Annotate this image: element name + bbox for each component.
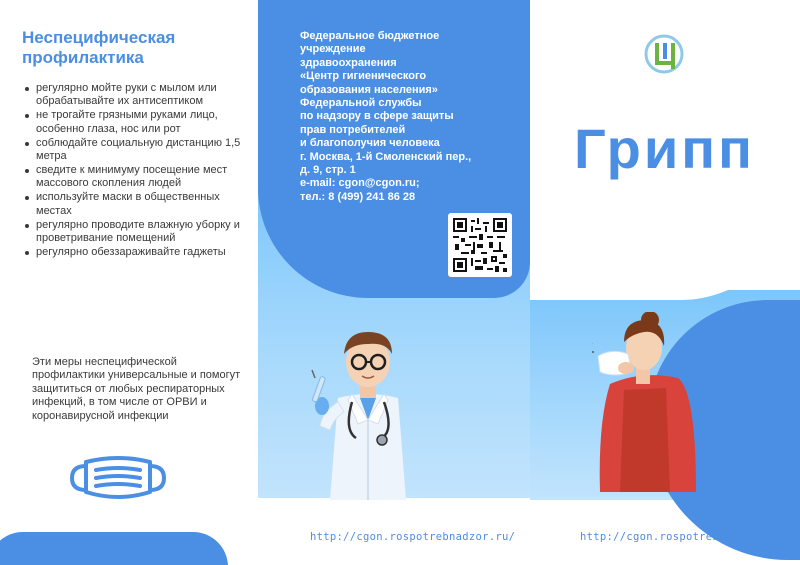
info-line: «Центр гигиенического	[300, 70, 427, 83]
info-line: прав потребителей	[300, 123, 406, 136]
right-panel	[530, 0, 800, 565]
info-line: Федеральной службы	[300, 97, 422, 110]
decorative-shape	[0, 532, 228, 565]
info-line: учреждение	[300, 43, 366, 56]
info-line: Федеральное бюджетное	[300, 30, 440, 42]
organization-info	[300, 30, 520, 204]
list-item: регулярно обеззараживайте гаджеты	[22, 246, 242, 259]
website-link[interactable]: http://cgon.rospotrebnadzor.ru/	[310, 531, 516, 543]
cgon-logo-icon	[643, 33, 685, 80]
prevention-list	[22, 82, 242, 260]
phone-line: тел.: 8 (499) 241 86 28	[300, 190, 416, 203]
info-line: г. Москва, 1-й Смоленский пер.,	[300, 150, 472, 163]
qr-code-icon[interactable]	[448, 213, 512, 277]
page-title: Грипп	[574, 117, 755, 180]
info-line: и благополучия человека	[300, 137, 440, 150]
list-item: сведите к минимуму посещение мест массового скопления людей	[22, 164, 242, 191]
info-line: по надзору в сфере защиты	[300, 110, 454, 123]
email-line[interactable]: e-mail: cgon@cgon.ru;	[300, 177, 420, 190]
left-panel	[0, 0, 258, 565]
list-item: используйте маски в общественных местах	[22, 191, 242, 218]
list-item: регулярно мойте руки с мылом или обрабатывайте их антисептиком	[22, 82, 242, 109]
list-item: соблюдайте социальную дистанцию 1,5 метра	[22, 137, 242, 164]
prevention-note: Эти меры неспецифической профилактики универсальные и помогут защититься от любых респираторных инфекций, в том числе от ОРВИ и коронавирусной инфекции	[32, 356, 241, 422]
info-line: здравоохранения	[300, 56, 397, 69]
prevention-heading: Неспецифическая профилактика	[22, 28, 176, 67]
face-mask-icon	[66, 452, 170, 509]
info-line: д. 9, стр. 1	[300, 164, 356, 177]
list-item: регулярно проводите влажную уборку и проветривание помещений	[22, 219, 242, 246]
sick-woman-illustration	[592, 312, 722, 497]
website-link[interactable]: http://cgon.rospotrebnadzor.ru/	[580, 531, 786, 543]
doctor-illustration	[298, 320, 438, 505]
middle-panel	[258, 0, 530, 565]
info-line: образования населения»	[300, 83, 438, 96]
list-item: не трогайте грязными руками лицо, особенно глаза, нос или рот	[22, 109, 242, 136]
